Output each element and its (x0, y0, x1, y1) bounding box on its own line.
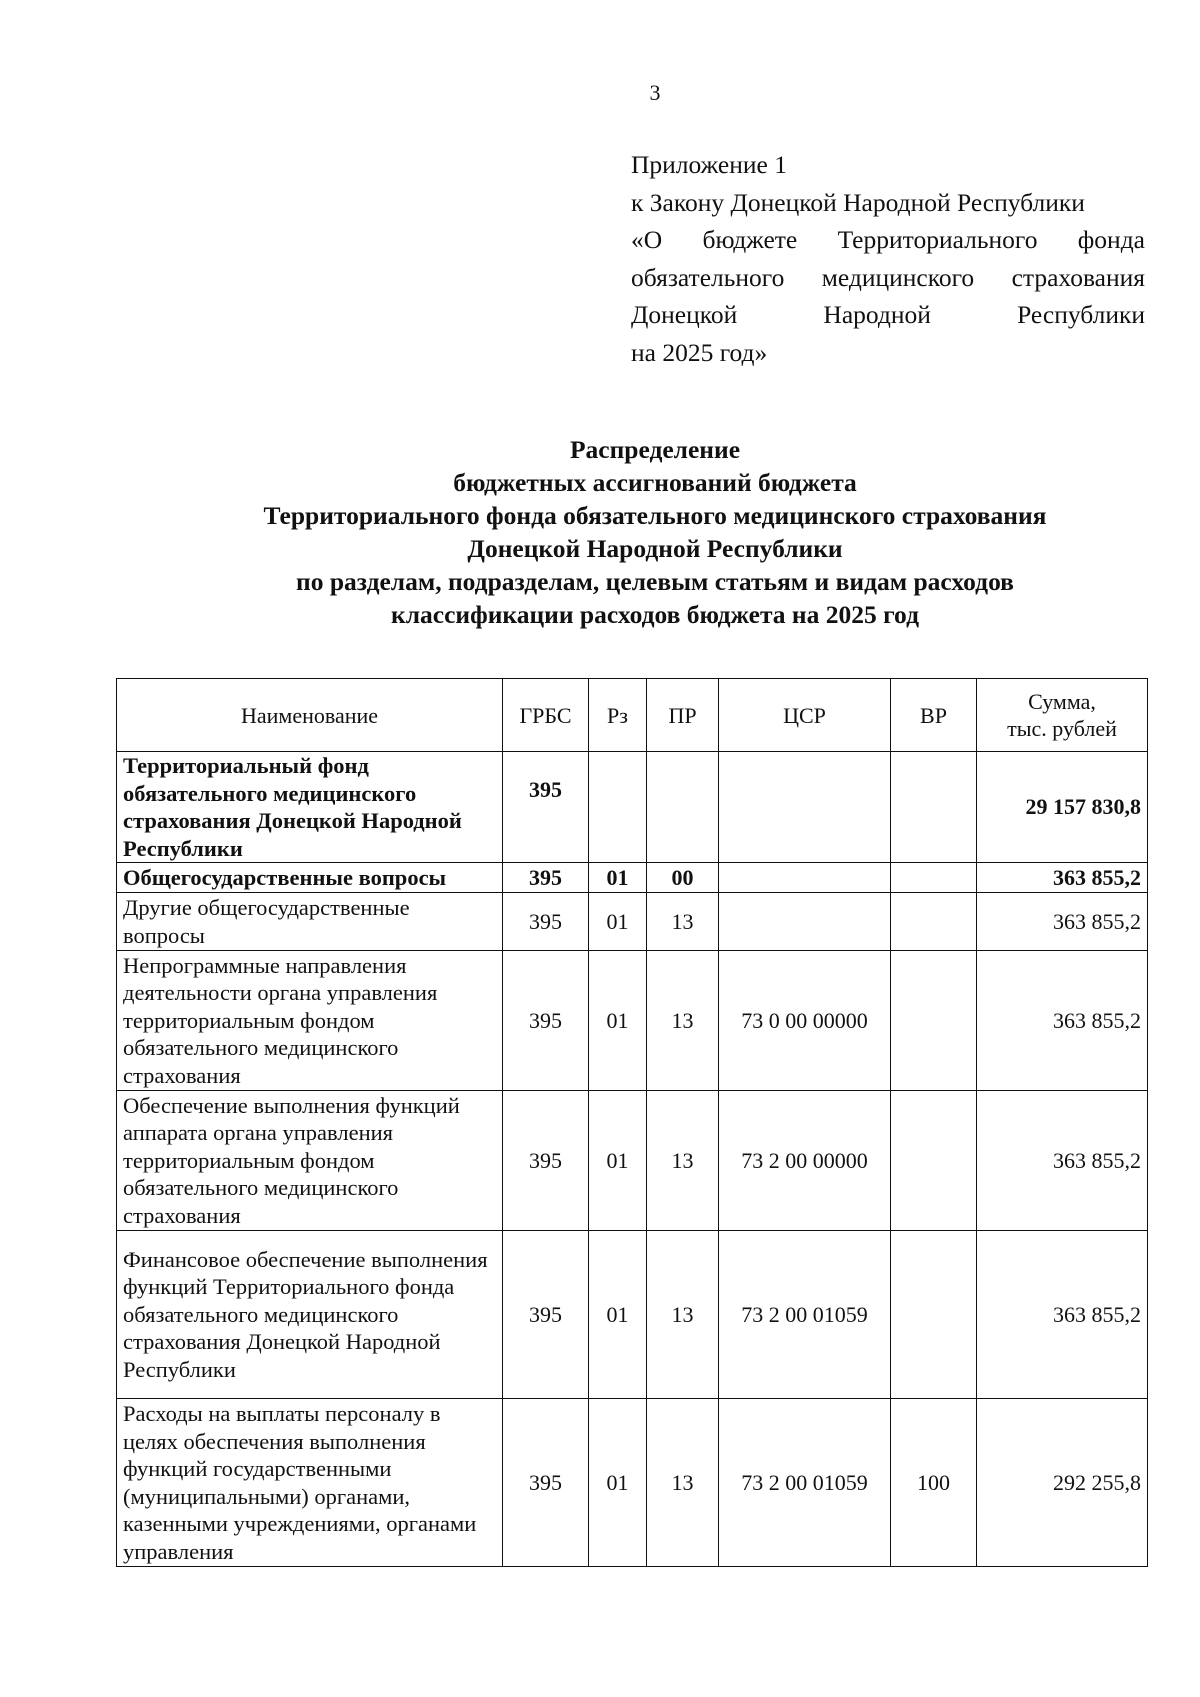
header-pr: ПР (647, 679, 719, 752)
header-grbs: ГРБС (503, 679, 589, 752)
row-pr: 13 (647, 1091, 719, 1231)
row-rz: 01 (589, 1091, 647, 1231)
row-vr (891, 1091, 977, 1231)
appendix-line-5: Донецкой Народной Республики (631, 300, 1145, 329)
row-grbs: 395 (503, 893, 589, 951)
appendix-line-6: на 2025 год» (631, 337, 768, 367)
row-name: Непрограммные направления деятельности органа управления территориальным фондом обязательного медицинского страхования (117, 951, 503, 1091)
title-line-5: по разделам, подразделам, целевым статьям и видам расходов (296, 567, 1014, 596)
row-rz: 01 (589, 1399, 647, 1567)
table-row (117, 752, 1148, 863)
row-pr (647, 752, 719, 863)
row-sum: 363 855,2 (977, 893, 1148, 951)
row-rz (589, 752, 647, 863)
table-header-row (117, 679, 1148, 752)
row-pr: 00 (647, 863, 719, 893)
row-grbs: 395 (503, 1231, 589, 1399)
appendix-line-3: «О бюджете Территориального фонда (631, 225, 1145, 254)
row-sum: 363 855,2 (977, 1091, 1148, 1231)
title-line-2: бюджетных ассигнований бюджета (453, 468, 857, 497)
row-vr (891, 752, 977, 863)
row-vr: 100 (891, 1399, 977, 1567)
row-csr (719, 893, 891, 951)
row-sum: 363 855,2 (977, 1231, 1148, 1399)
table-row (117, 893, 1148, 951)
row-name: Расходы на выплаты персоналу в целях обеспечения выполнения функций государственными (муниципальными) органами, казенными учреждениями, органами управления (117, 1399, 503, 1567)
appendix-line-4: обязательного медицинского страхования (631, 262, 1145, 292)
header-rz: Рз (589, 679, 647, 752)
row-pr: 13 (647, 951, 719, 1091)
row-pr: 13 (647, 1231, 719, 1399)
header-csr: ЦСР (719, 679, 891, 752)
row-csr (719, 863, 891, 893)
document-title (100, 433, 1200, 631)
row-vr (891, 863, 977, 893)
row-sum: 363 855,2 (977, 863, 1148, 893)
row-vr (891, 893, 977, 951)
row-vr (891, 1231, 977, 1399)
row-csr: 73 2 00 01059 (719, 1231, 891, 1399)
row-csr (719, 752, 891, 863)
table-row (117, 1399, 1148, 1567)
row-sum: 363 855,2 (977, 951, 1148, 1091)
row-grbs: 395 (503, 1399, 589, 1567)
row-pr: 13 (647, 893, 719, 951)
row-csr: 73 0 00 00000 (719, 951, 891, 1091)
row-name: Финансовое обеспечение выполнения функций Территориального фонда обязательного медицинского страхования Донецкой Народной Республики (117, 1231, 503, 1399)
row-name: Обеспечение выполнения функций аппарата органа управления территориальным фондом обязательного медицинского страхования (117, 1091, 503, 1231)
row-grbs: 395 (503, 752, 589, 863)
title-line-3: Территориального фонда обязательного медицинского страхования (263, 501, 1047, 530)
row-grbs: 395 (503, 863, 589, 893)
row-pr: 13 (647, 1399, 719, 1567)
row-grbs: 395 (503, 951, 589, 1091)
row-csr: 73 2 00 01059 (719, 1399, 891, 1567)
row-rz: 01 (589, 1231, 647, 1399)
table-row (117, 863, 1148, 893)
page-number: 3 (649, 80, 661, 105)
row-name: Другие общегосударственные вопросы (117, 893, 503, 951)
header-sum-line-1: Сумма, (1028, 689, 1096, 714)
title-line-4: Донецкой Народной Республики (467, 534, 843, 563)
header-sum (977, 679, 1148, 752)
row-sum: 292 255,8 (977, 1399, 1148, 1567)
row-vr (891, 951, 977, 1091)
row-rz: 01 (589, 893, 647, 951)
table-row (117, 1231, 1148, 1399)
appendix-block (631, 146, 1145, 371)
header-name: Наименование (117, 679, 503, 752)
row-name: Общегосударственные вопросы (117, 863, 503, 893)
table-row (117, 951, 1148, 1091)
budget-table (116, 678, 1148, 1567)
row-csr: 73 2 00 00000 (719, 1091, 891, 1231)
title-line-1: Распределение (569, 435, 741, 464)
appendix-line-1: Приложение 1 (631, 150, 787, 179)
row-rz: 01 (589, 863, 647, 893)
row-name: Территориальный фонд обязательного медицинского страхования Донецкой Народной Республики (117, 752, 503, 863)
table-row (117, 1091, 1148, 1231)
row-rz: 01 (589, 951, 647, 1091)
appendix-line-2: к Закону Донецкой Народной Республики (631, 187, 1085, 217)
row-grbs: 395 (503, 1091, 589, 1231)
header-sum-line-2: тыс. рублей (1007, 716, 1117, 741)
title-line-6: классификации расходов бюджета на 2025 год (391, 600, 919, 629)
header-vr: ВР (891, 679, 977, 752)
row-sum: 29 157 830,8 (977, 752, 1148, 863)
